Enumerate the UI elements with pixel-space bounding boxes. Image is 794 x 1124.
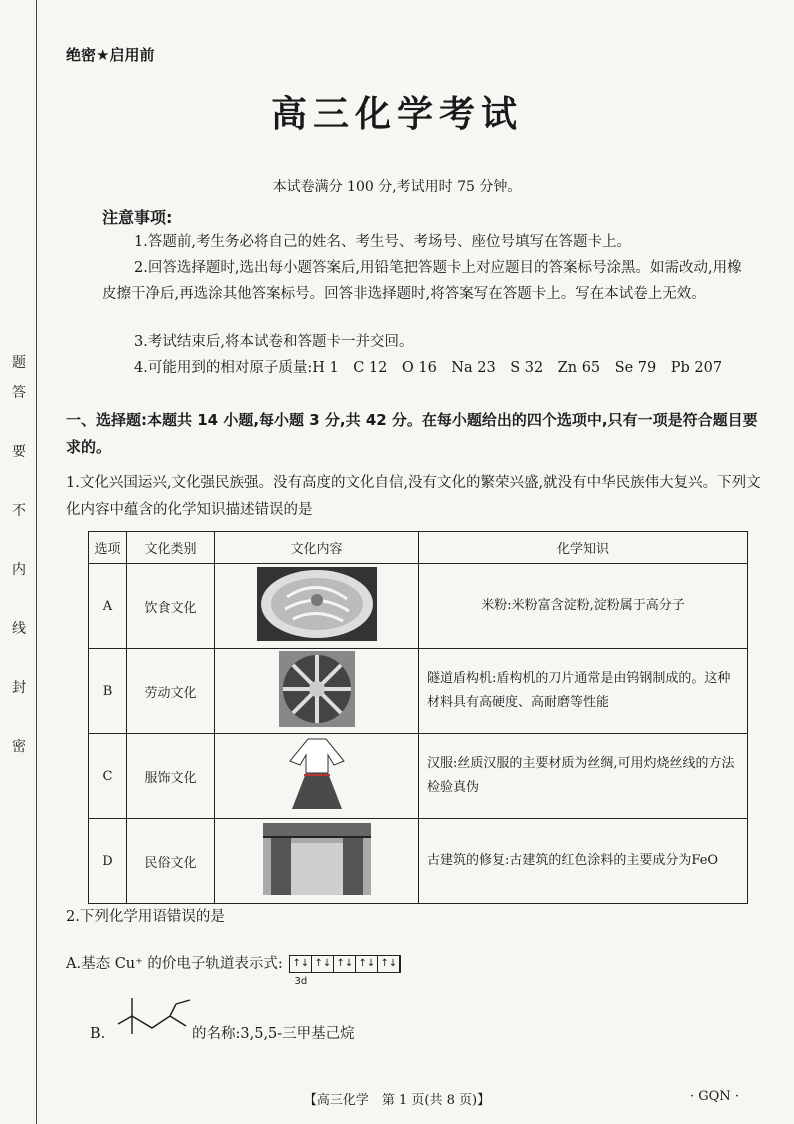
option-a-text: A.基态 Cu⁺ 的价电子轨道表示式: bbox=[66, 956, 283, 972]
table-row bbox=[89, 564, 748, 649]
binding-char: 内 bbox=[12, 561, 26, 578]
culture-category: 饮食文化 bbox=[127, 564, 215, 649]
note-item: 1.答题前,考生务必将自己的姓名、考生号、考场号、座位号填写在答题卡上。 bbox=[134, 234, 631, 250]
orbital-box: ↑↓ bbox=[312, 956, 334, 972]
option-letter: C bbox=[89, 734, 127, 819]
option-b-text: 的名称:3,5,5-三甲基己烷 bbox=[192, 1026, 355, 1042]
orbital-box: ↑↓ bbox=[290, 956, 312, 972]
binding-char: 不 bbox=[12, 502, 26, 519]
question-1-table bbox=[88, 531, 748, 904]
notes-heading: 注意事项: bbox=[102, 208, 173, 227]
column-header: 选项 bbox=[89, 532, 127, 564]
option-letter: B bbox=[89, 649, 127, 734]
note-item: 2.回答选择题时,选出每小题答案后,用铅笔把答题卡上对应题目的答案标号涂黑。如需改动,用橡皮擦干净后,再选涂其他答案标号。回答非选择题时,将答案写在答题卡上。写在本试卷上无效。 bbox=[102, 260, 742, 302]
paper-code: · GQN · bbox=[690, 1089, 739, 1104]
page-title: 高三化学考试 bbox=[270, 94, 523, 135]
skeletal-formula bbox=[112, 986, 192, 1042]
culture-category: 服饰文化 bbox=[127, 734, 215, 819]
orbital-box: ↑↓ bbox=[378, 956, 400, 972]
column-header: 化学知识 bbox=[419, 532, 748, 564]
culture-category: 民俗文化 bbox=[127, 819, 215, 904]
orbital-diagram bbox=[289, 955, 401, 987]
binding-char: 题 bbox=[12, 355, 26, 371]
binding-char: 密 bbox=[12, 738, 26, 755]
ancient-building-image bbox=[215, 819, 419, 904]
binding-char: 封 bbox=[12, 679, 26, 696]
rice-noodle-image bbox=[215, 564, 419, 649]
binding-notice bbox=[8, 356, 30, 770]
table-header-row bbox=[89, 532, 748, 564]
chemistry-knowledge: 汉服:丝质汉服的主要材质为丝绸,可用灼烧丝线的方法检验真伪 bbox=[419, 734, 748, 819]
column-header: 文化内容 bbox=[215, 532, 419, 564]
orbital-box: ↑↓ bbox=[334, 956, 356, 972]
confidential-label: 绝密★启用前 bbox=[66, 46, 155, 64]
question-2-option-a bbox=[66, 951, 766, 987]
binding-char: 要 bbox=[12, 443, 26, 460]
note-item: 3.考试结束后,将本试卷和答题卡一并交回。 bbox=[134, 334, 414, 350]
note-item: 4.可能用到的相对原子质量:H 1 C 12 O 16 Na 23 S 32 Zn 65 Se 79 Pb 207 bbox=[134, 360, 723, 376]
chemistry-knowledge: 隧道盾构机:盾构机的刀片通常是由钨钢制成的。这种材料具有高硬度、高耐磨等性能 bbox=[419, 649, 748, 734]
chemistry-knowledge: 米粉:米粉富含淀粉,淀粉属于高分子 bbox=[419, 564, 748, 649]
option-b-prefix: B. bbox=[90, 1026, 106, 1042]
option-letter: A bbox=[89, 564, 127, 649]
binding-line bbox=[36, 0, 37, 1124]
culture-category: 劳动文化 bbox=[127, 649, 215, 734]
table-row bbox=[89, 649, 748, 734]
section-heading: 一、选择题:本题共 14 小题,每小题 3 分,共 42 分。在每小题给出的四个选项中,只有一项是符合题目要求的。 bbox=[66, 411, 758, 456]
question-1-stem: 1.文化兴国运兴,文化强民族强。没有高度的文化自信,没有文化的繁荣兴盛,就没有中华民族伟大复兴。下列文化内容中蕴含的化学知识描述错误的是 bbox=[66, 475, 761, 518]
hanfu-image bbox=[215, 734, 419, 819]
binding-char: 线 bbox=[12, 620, 26, 637]
chemistry-knowledge: 古建筑的修复:古建筑的红色涂料的主要成分为FeO bbox=[419, 819, 748, 904]
column-header: 文化类别 bbox=[127, 532, 215, 564]
tunnel-boring-machine-image bbox=[215, 649, 419, 734]
orbital-label: 3d bbox=[294, 976, 308, 987]
table-row bbox=[89, 819, 748, 904]
binding-char: 答 bbox=[12, 384, 26, 401]
question-2-stem: 2.下列化学用语错误的是 bbox=[66, 909, 225, 925]
option-letter: D bbox=[89, 819, 127, 904]
table-row bbox=[89, 734, 748, 819]
page-footer: 【高三化学 第 1 页(共 8 页)】 bbox=[303, 1093, 491, 1108]
exam-info: 本试卷满分 100 分,考试用时 75 分钟。 bbox=[272, 179, 522, 195]
orbital-box: ↑↓ bbox=[356, 956, 378, 972]
